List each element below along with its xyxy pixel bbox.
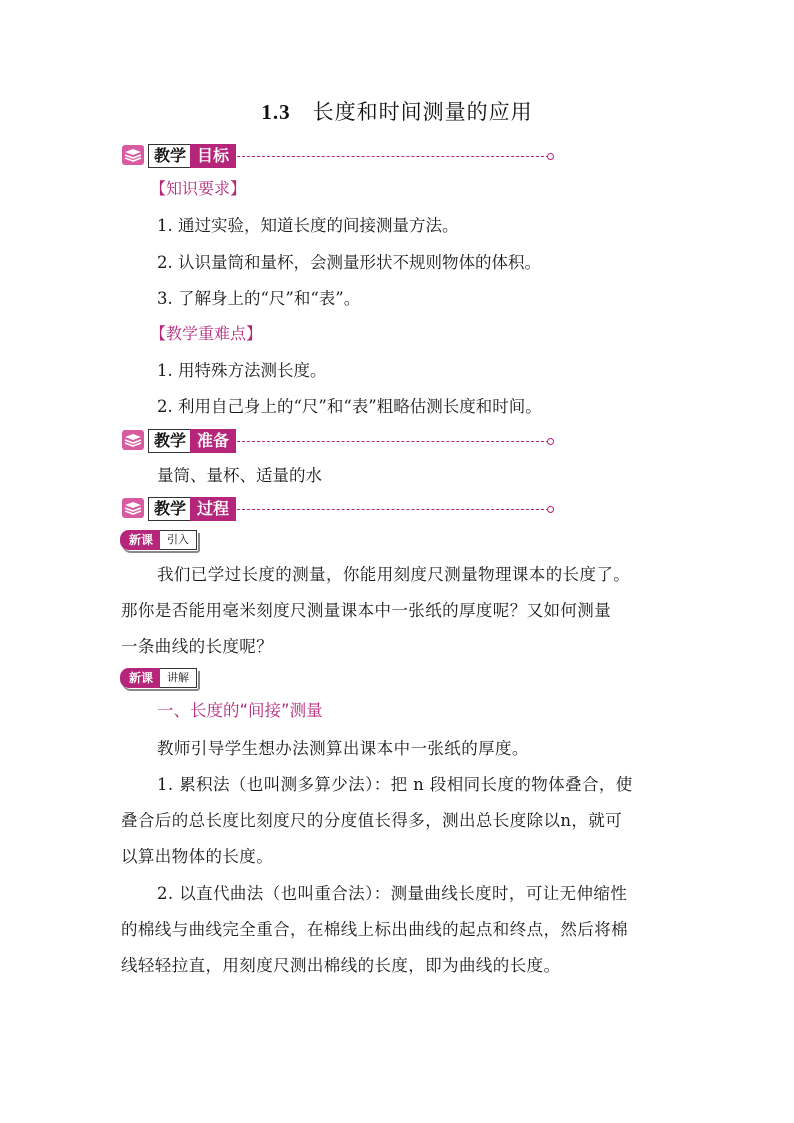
book-stack-icon (121, 144, 145, 166)
section-divider (237, 509, 549, 510)
title-number: 1.3 (261, 100, 291, 124)
lecture-line: 1. 累积法（也叫测多算少法）：把 n 段相同长度的物体叠合，使 (157, 775, 633, 794)
section-label-primary: 教学 (148, 429, 191, 453)
knowledge-item: 1. 通过实验，知道长度的间接测量方法。 (157, 216, 459, 235)
lecture-line: 2. 以直代曲法（也叫重合法）：测量曲线长度时，可让无伸缩性 (157, 884, 628, 903)
lecture-line: 线轻轻拉直，用刻度尺测出棉线的长度，即为曲线的长度。 (121, 956, 561, 975)
intro-line: 那你是否能用毫米刻度尺测量课本中一张纸的厚度呢？又如何测量 (121, 601, 612, 620)
key-point-item: 1. 用特殊方法测长度。 (157, 361, 327, 380)
tag-label-secondary: 讲解 (160, 668, 197, 688)
section-divider-end (547, 153, 554, 160)
prep-text: 量筒、量杯、适量的水 (157, 466, 322, 485)
tag-label-secondary: 引入 (160, 530, 197, 550)
section-label-secondary: 目标 (190, 144, 236, 168)
tag-label-primary: 新课 (120, 530, 162, 550)
lecture-line: 以算出物体的长度。 (121, 847, 274, 866)
section-header-prep (121, 429, 441, 453)
intro-line: 一条曲线的长度呢？ (121, 637, 274, 656)
section-label-secondary: 准备 (190, 429, 236, 453)
tag-label-primary: 新课 (120, 668, 162, 688)
book-stack-icon (121, 497, 145, 519)
knowledge-item: 3. 了解身上的“尺”和“表”。 (157, 289, 361, 308)
section-divider (237, 441, 549, 442)
section-label-primary: 教学 (148, 497, 191, 521)
title-text: 长度和时间测量的应用 (312, 100, 533, 124)
page-title (0, 96, 794, 126)
section-divider-end (547, 506, 554, 513)
knowledge-item: 2. 认识量筒和量杯，会测量形状不规则物体的体积。 (157, 253, 541, 272)
lecture-heading: 一、长度的“间接”测量 (157, 701, 323, 720)
section-divider (237, 156, 549, 157)
section-label-secondary: 过程 (190, 497, 236, 521)
section-header-goals (121, 144, 441, 168)
intro-line: 我们已学过长度的测量，你能用刻度尺测量物理课本的长度了。 (157, 565, 631, 584)
lecture-line: 叠合后的总长度比刻度尺的分度值长得多，测出总长度除以n，就可 (121, 811, 623, 830)
key-points-heading: 【教学重难点】 (150, 324, 263, 343)
section-divider-end (547, 438, 554, 445)
section-label-primary: 教学 (148, 144, 191, 168)
section-header-process (121, 497, 441, 521)
lecture-line: 教师引导学生想办法测算出课本中一张纸的厚度。 (157, 739, 529, 758)
knowledge-heading: 【知识要求】 (150, 179, 247, 198)
book-stack-icon (121, 429, 145, 451)
lecture-line: 的棉线与曲线完全重合，在棉线上标出曲线的起点和终点，然后将棉 (121, 920, 628, 939)
key-point-item: 2. 利用自己身上的“尺”和“表”粗略估测长度和时间。 (157, 397, 542, 416)
